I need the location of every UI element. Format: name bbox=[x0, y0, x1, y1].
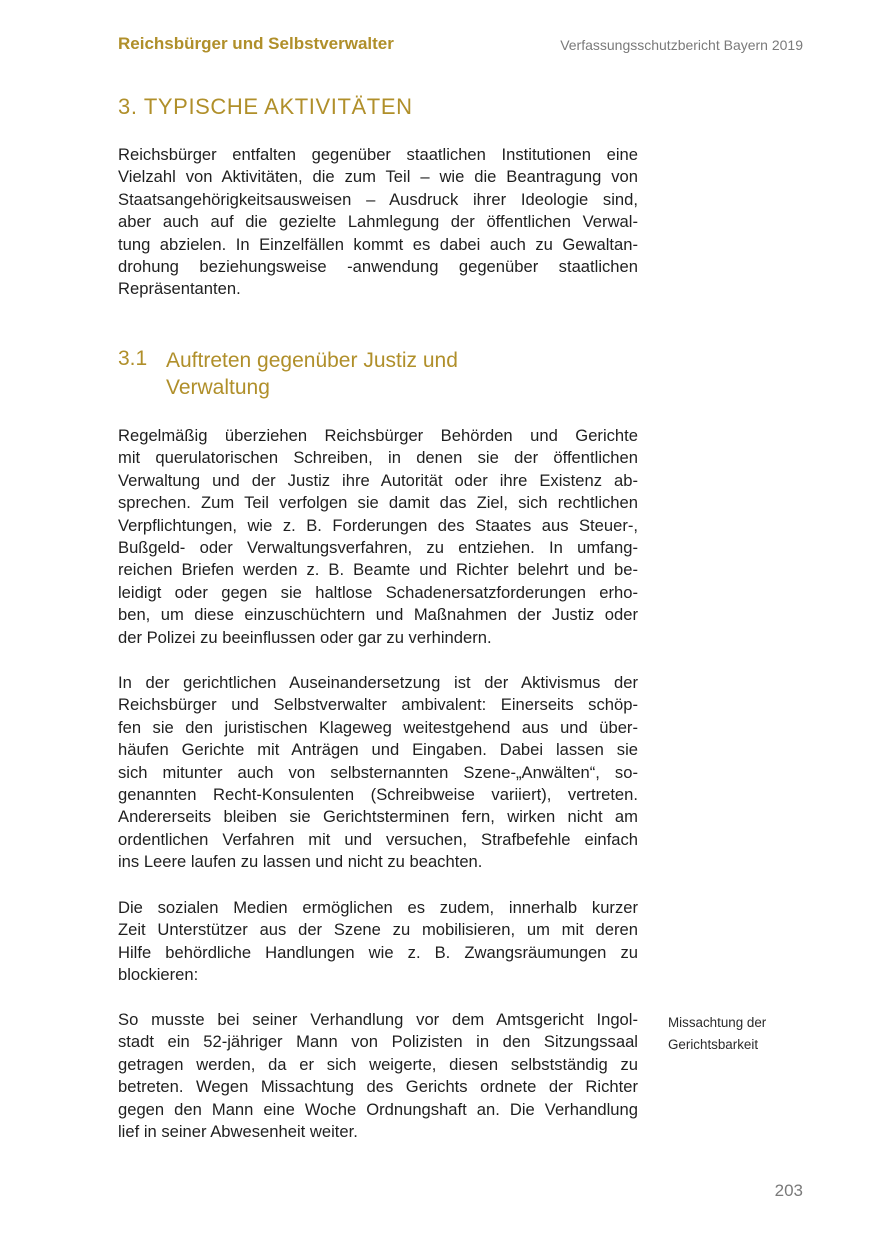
text-line: drohung beziehungsweise -anwendung gegenüber staatlichen bbox=[118, 256, 638, 276]
text-line: Verpflichtungen, wie z. B. Forderungen des Staates aus Steuer-, bbox=[118, 515, 638, 535]
text-line: sprechen. Zum Teil verfolgen sie damit das Ziel, sich rechtlichen bbox=[118, 493, 638, 513]
margin-note-line: Missachtung der bbox=[668, 1015, 767, 1030]
text-line: ins Leere laufen zu lassen und nicht zu beachten. bbox=[118, 852, 483, 872]
text-line: tung abzielen. In Einzelfällen kommt es dabei auch zu Gewaltan- bbox=[118, 234, 638, 254]
text-line: häufen Gerichte mit Anträgen und Eingaben. Dabei lassen sie bbox=[118, 740, 638, 760]
text-line: aber auch auf die gezielte Lahmlegung der öffentlichen Verwal- bbox=[118, 212, 638, 232]
text-line: getragen werden, da er sich weigerte, diesen selbstständig zu bbox=[118, 1054, 638, 1074]
text-line: So musste bei seiner Verhandlung vor dem Amtsgericht Ingol- bbox=[118, 1010, 638, 1029]
text-line: Reichsbürger und Selbstverwalter ambivalent: Einerseits schöp- bbox=[118, 695, 638, 715]
text-line: ben, um diese einzuschüchtern und Maßnahmen der Justiz oder bbox=[118, 605, 638, 625]
text-line: Regelmäßig überziehen Reichsbürger Behörden und Gerichte bbox=[118, 426, 638, 445]
body-paragraph-3 bbox=[118, 897, 638, 987]
text-line: stadt ein 52-jähriger Mann von Polizisten in den Sitzungssaal bbox=[118, 1032, 638, 1052]
text-line: Andererseits bleiben sie Gerichtsterminen fern, wirken nicht am bbox=[118, 807, 638, 827]
text-line: Repräsentanten. bbox=[118, 279, 241, 299]
text-line: Reichsbürger entfalten gegenüber staatlichen Institutionen eine bbox=[118, 145, 638, 164]
text-line: mit querulatorischen Schreiben, in denen sie der öffentlichen bbox=[118, 448, 638, 468]
running-header-publication: Verfassungsschutzbericht Bayern 2019 bbox=[560, 37, 803, 53]
text-line: Zeit Unterstützer aus der Szene zu mobilisieren, um mit deren bbox=[118, 920, 638, 940]
text-line: reichen Briefen werden z. B. Beamte und Richter belehrt und be- bbox=[118, 560, 638, 580]
text-line: gegen den Mann eine Woche Ordnungshaft an. Die Verhandlung bbox=[118, 1099, 638, 1119]
chapter-title: 3. TYPISCHE AKTIVITÄTEN bbox=[118, 94, 413, 119]
text-line: Hilfe behördliche Handlungen wie z. B. Zwangsräumungen zu bbox=[118, 942, 638, 962]
text-line: In der gerichtlichen Auseinandersetzung ist der Aktivismus der bbox=[118, 673, 638, 692]
section-title bbox=[166, 347, 458, 401]
text-line: ordentlichen Verfahren mit und versuchen, Strafbefehle einfach bbox=[118, 829, 638, 849]
text-line: sich mitunter auch von selbsternannten Szene-„Anwälten“, so- bbox=[118, 762, 638, 782]
text-line: Staatsangehörigkeitsausweisen – Ausdruck ihrer Ideologie sind, bbox=[118, 189, 638, 209]
text-line: fen sie den juristischen Klageweg weitestgehend aus und über- bbox=[118, 717, 638, 737]
section-number: 3.1 bbox=[118, 347, 148, 370]
text-line: Verwaltung und der Justiz ihre Autorität oder ihre Existenz ab- bbox=[118, 470, 638, 490]
section-title-line: Auftreten gegenüber Justiz und bbox=[166, 349, 458, 372]
text-line: Bußgeld- oder Verwaltungsverfahren, zu entziehen. In umfang- bbox=[118, 537, 638, 557]
text-line: blockieren: bbox=[118, 965, 199, 985]
text-line: Die sozialen Medien ermöglichen es zudem, innerhalb kurzer bbox=[118, 898, 638, 917]
running-header-section: Reichsbürger und Selbstverwalter bbox=[118, 34, 394, 53]
body-paragraph-1 bbox=[118, 425, 638, 649]
page-number: 203 bbox=[774, 1181, 803, 1200]
text-line: genannten Recht-Konsulenten (Schreibweise variiert), vertreten. bbox=[118, 784, 638, 804]
text-line: Vielzahl von Aktivitäten, die zum Teil – wie die Beantragung von bbox=[118, 167, 638, 187]
margin-note bbox=[668, 1012, 766, 1056]
intro-paragraph bbox=[118, 144, 638, 301]
text-line: betreten. Wegen Missachtung des Gerichts ordnete der Richter bbox=[118, 1077, 638, 1097]
text-line: leidigt oder gegen sie haltlose Schadenersatzforderungen erho- bbox=[118, 582, 638, 602]
margin-note-line: Gerichtsbarkeit bbox=[668, 1037, 759, 1052]
section-title-line: Verwaltung bbox=[166, 376, 270, 399]
body-paragraph-2 bbox=[118, 672, 638, 874]
text-line: lief in seiner Abwesenheit weiter. bbox=[118, 1121, 358, 1141]
body-paragraph-4 bbox=[118, 1009, 638, 1143]
text-line: der Polizei zu beeinflussen oder gar zu verhindern. bbox=[118, 627, 492, 647]
